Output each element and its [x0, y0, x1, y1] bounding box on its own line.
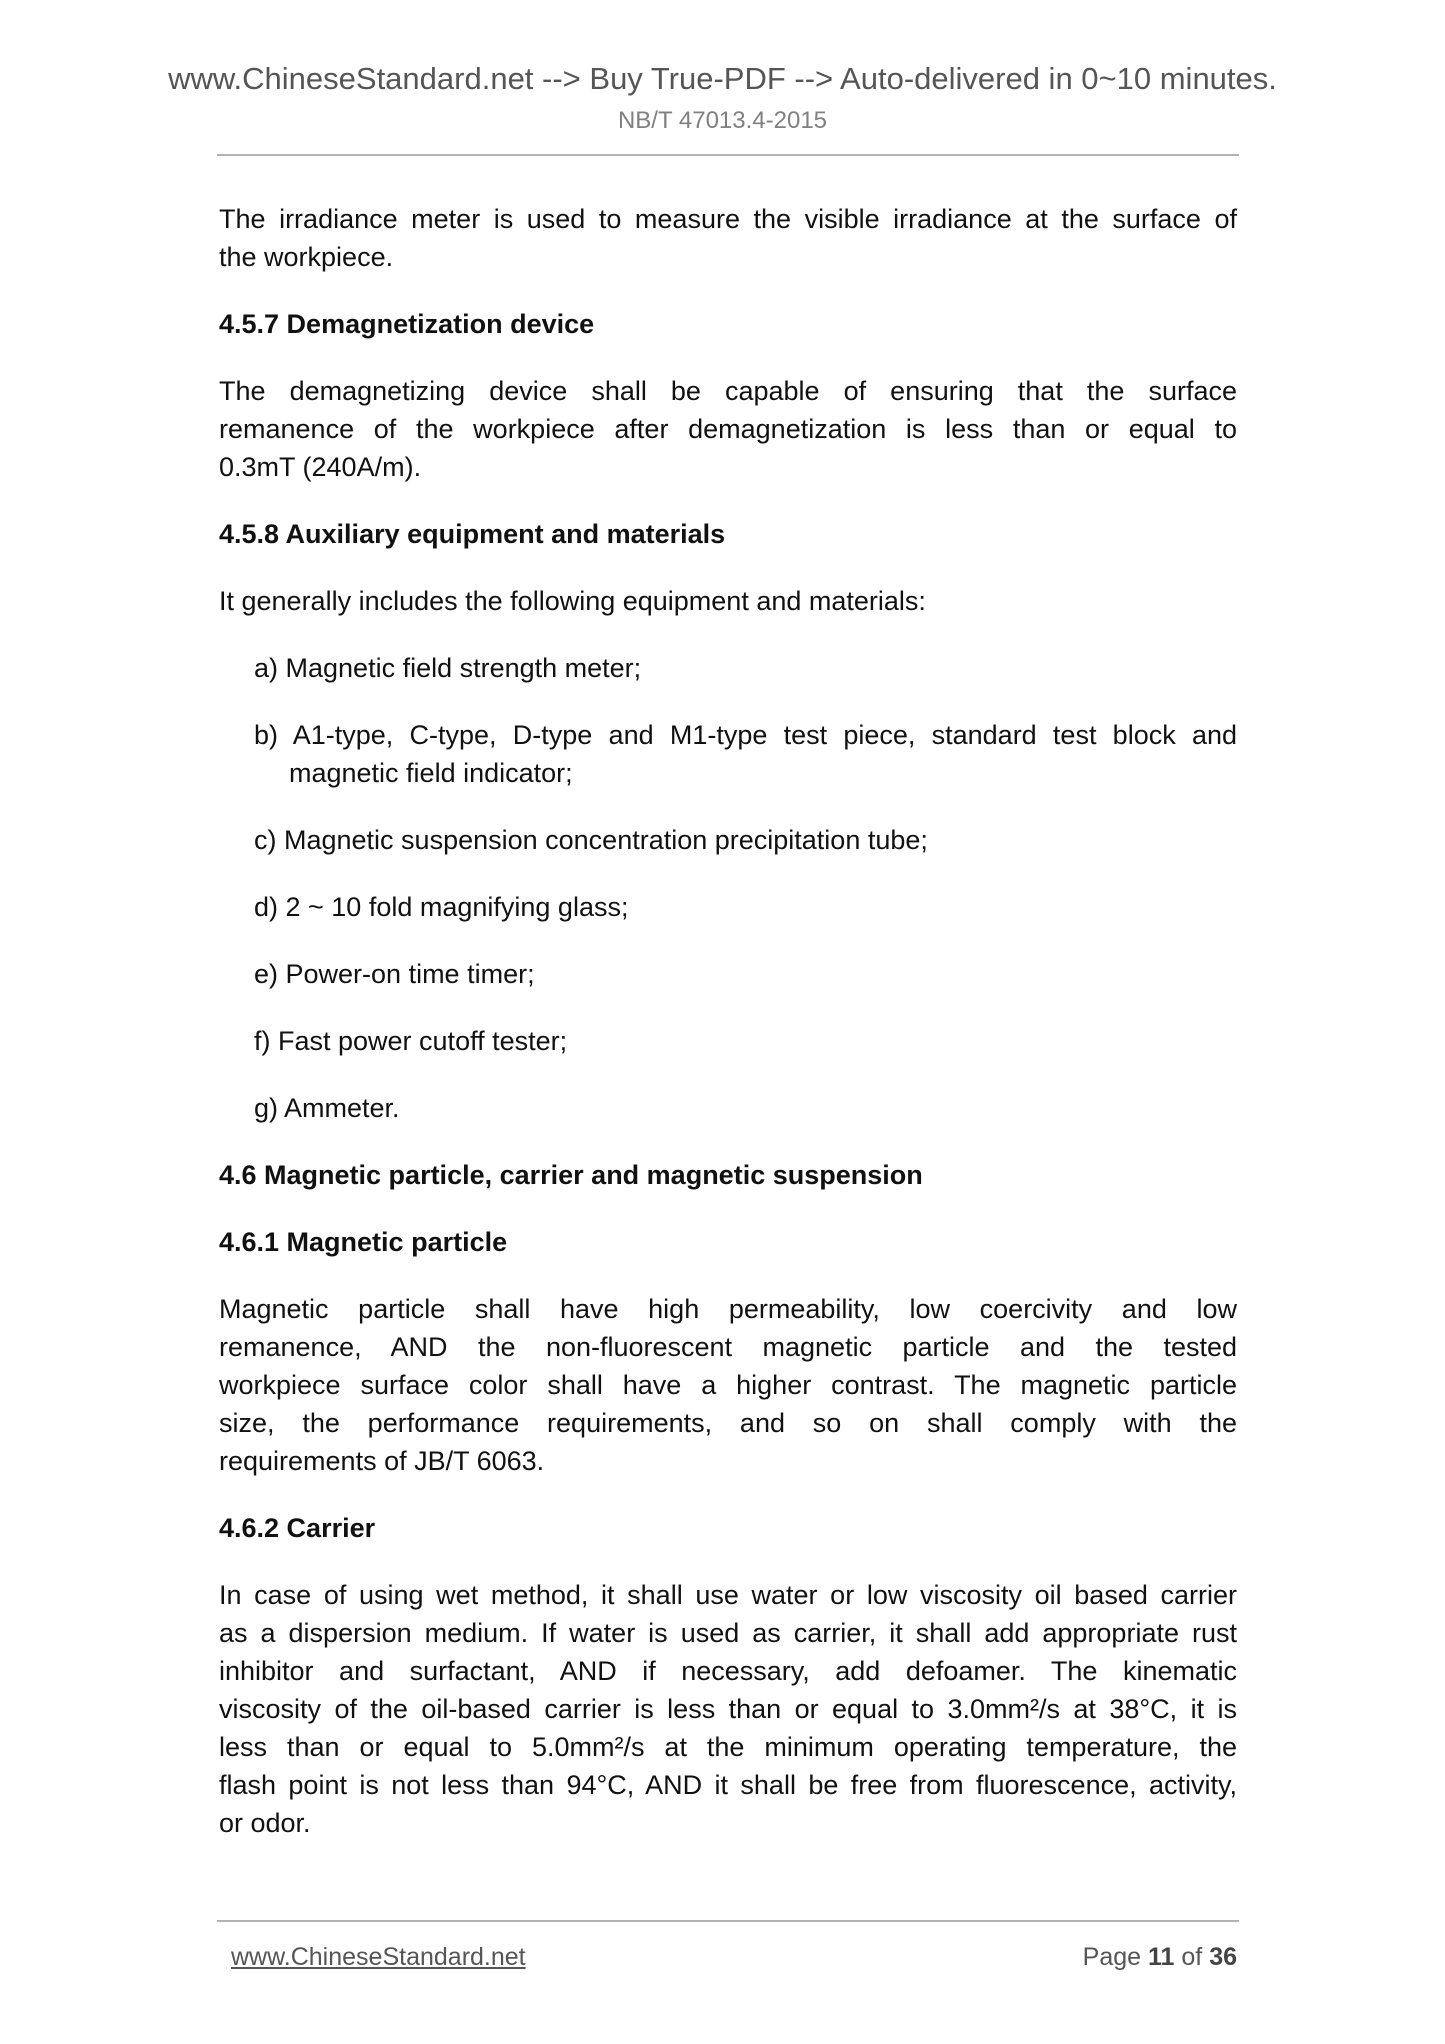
page-label: Page: [1082, 1943, 1142, 1971]
text-line: The demagnetizing device shall be capable of ensuring that the surface: [219, 376, 1237, 406]
document-id: NB/T 47013.4-2015: [617, 107, 828, 134]
text-line: a) Magnetic field strength meter;: [254, 653, 642, 683]
current-page: 11: [1147, 1943, 1175, 1971]
text-line: the workpiece.: [219, 242, 394, 272]
text-line: 4.6.1 Magnetic particle: [219, 1227, 508, 1257]
section-heading: [219, 1156, 1237, 1194]
text-line: requirements of JB/T 6063.: [219, 1446, 545, 1476]
text-line: b) A1-type, C-type, D-type and M1-type test piece, standard test block and: [254, 720, 1237, 750]
text-line: or odor.: [219, 1808, 311, 1838]
text-line: d) 2 ~ 10 fold magnifying glass;: [254, 892, 629, 922]
footer-website-link[interactable]: www.ChineseStandard.net: [231, 1943, 526, 1971]
text-line: inhibitor and surfactant, AND if necessary, add defoamer. The kinematic: [219, 1656, 1237, 1686]
text-line: e) Power-on time timer;: [254, 959, 535, 989]
text-line: workpiece surface color shall have a higher contrast. The magnetic particle: [219, 1370, 1237, 1400]
text-line: f) Fast power cutoff tester;: [254, 1026, 568, 1056]
text-line: 4.6.2 Carrier: [219, 1513, 376, 1543]
paragraph: [219, 372, 1237, 486]
paragraph: [219, 1576, 1237, 1842]
text-line: as a dispersion medium. If water is used as carrier, it shall add appropriate rust: [219, 1618, 1237, 1648]
header-divider: [217, 154, 1239, 156]
list-item: [219, 1089, 1237, 1127]
list-item: [219, 649, 1237, 687]
paragraph: [219, 200, 1237, 276]
text-line: flash point is not less than 94°C, AND it shall be free from fluorescence, activity,: [219, 1770, 1237, 1800]
text-line: 0.3mT (240A/m).: [219, 452, 422, 482]
text-line: The irradiance meter is used to measure the visible irradiance at the surface of: [219, 204, 1237, 234]
text-line: viscosity of the oil-based carrier is less than or equal to 3.0mm²/s at 38°C, it is: [219, 1694, 1237, 1724]
text-line: 4.5.7 Demagnetization device: [219, 309, 595, 339]
list-item: [219, 716, 1237, 792]
footer-divider: [217, 1920, 1239, 1922]
section-heading: [219, 305, 1237, 343]
section-heading: [219, 1223, 1237, 1261]
list-item: [219, 888, 1237, 926]
paragraph: [219, 1290, 1237, 1480]
page-number: [1083, 1940, 1237, 1974]
text-line: g) Ammeter.: [254, 1093, 400, 1123]
text-line: Magnetic particle shall have high permeability, low coercivity and low: [219, 1294, 1237, 1324]
text-line: less than or equal to 5.0mm²/s at the minimum operating temperature, the: [219, 1732, 1237, 1762]
text-line: c) Magnetic suspension concentration precipitation tube;: [254, 825, 928, 855]
document-body: [219, 200, 1237, 1842]
text-line: remanence, AND the non-fluorescent magnetic particle and the tested: [219, 1332, 1237, 1362]
text-line: In case of using wet method, it shall use water or low viscosity oil based carrier: [219, 1580, 1237, 1610]
text-line: magnetic field indicator;: [289, 758, 573, 788]
text-line: size, the performance requirements, and so on shall comply with the: [219, 1408, 1237, 1438]
text-line: It generally includes the following equipment and materials:: [219, 586, 926, 616]
list-item: [219, 1022, 1237, 1060]
list-item: [219, 821, 1237, 859]
list-item: [219, 955, 1237, 993]
section-heading: [219, 1509, 1237, 1547]
total-pages: 36: [1209, 1943, 1237, 1971]
text-line: remanence of the workpiece after demagnetization is less than or equal to: [219, 414, 1237, 444]
section-heading: [219, 515, 1237, 553]
of-label: of: [1181, 1943, 1203, 1971]
text-line: 4.6 Magnetic particle, carrier and magnetic suspension: [219, 1160, 923, 1190]
text-line: 4.5.8 Auxiliary equipment and materials: [219, 519, 726, 549]
paragraph: [219, 582, 1237, 620]
header-banner: www.ChineseStandard.net --> Buy True-PDF --> Auto-delivered in 0~10 minutes.: [168, 61, 1277, 96]
